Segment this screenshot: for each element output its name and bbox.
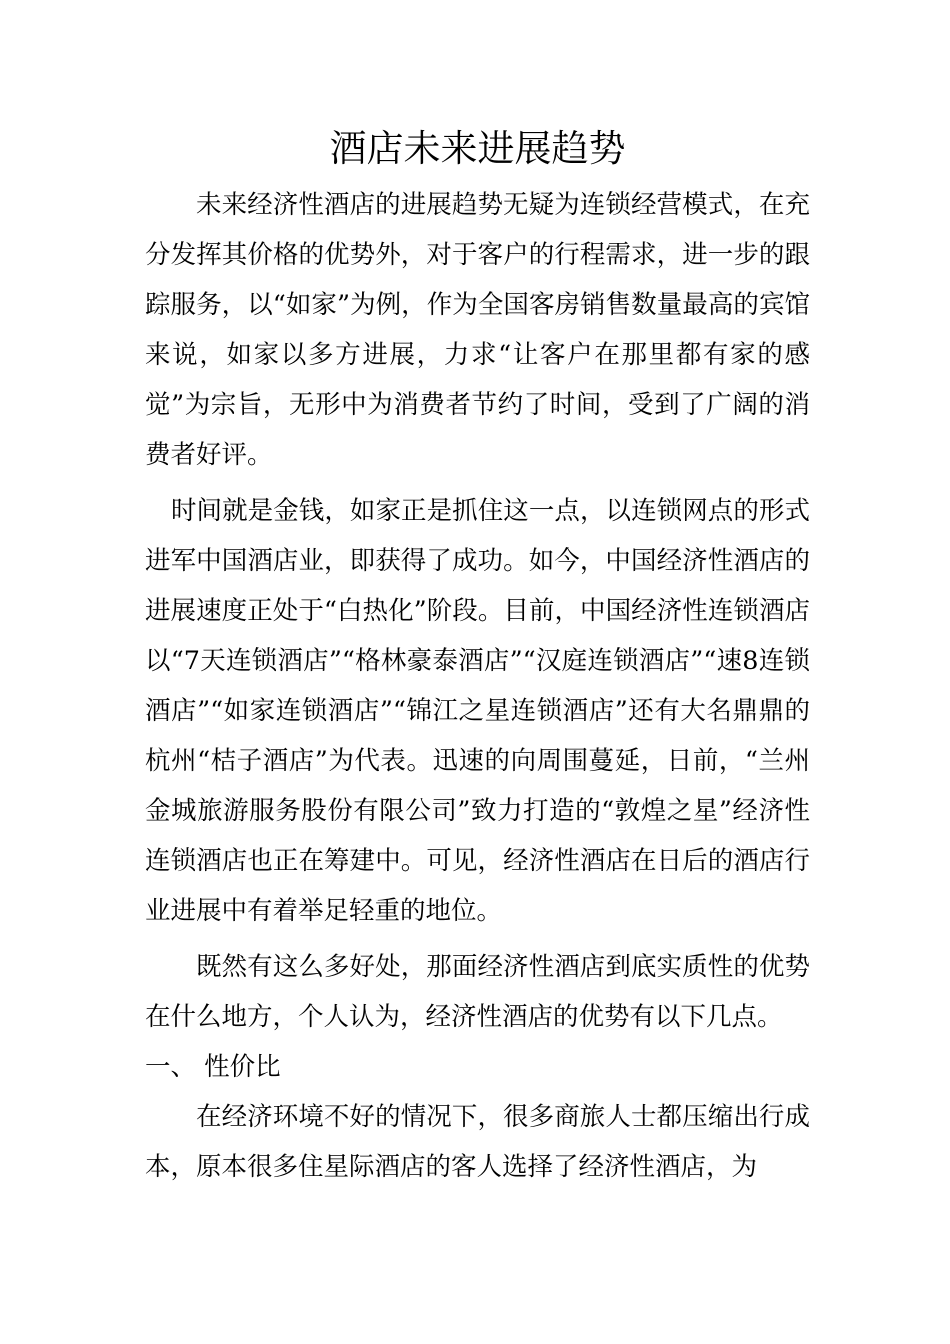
section-paragraph: 在经济环境不好的情况下，很多商旅人士都压缩出行成本，原本很多住星际酒店的客人选择了经济性酒店，为: [145, 1102, 810, 1182]
paragraph-3: 既然有这么多好处，那面经济性酒店到底实质性的优势在什么地方，个人认为，经济性酒店的优势有以下几点。: [145, 952, 810, 1032]
paragraph-2: 时间就是金钱，如家正是抓住这一点，以连锁网点的形式进军中国酒店业，即获得了成功。如今，中国经济性酒店的进展速度正处于“白热化”阶段。目前，中国经济性连锁酒店以“7天连锁酒店”“格林豪泰酒店”“汉庭连锁酒店”“速8连锁酒店”“如家连锁酒店”“锦江之星连锁酒店”还有大名鼎鼎的杭州“桔子酒店”为代表。迅速的向周围蔓延，日前，“兰州金城旅游服务股份有限公司”致力打造的“敦煌之星”经济性连锁酒店也正在筹建中。可见，经济性酒店在日后的酒店行业进展中有着举足轻重的地位。: [145, 496, 810, 926]
paragraph-1: 未来经济性酒店的进展趋势无疑为连锁经营模式，在充分发挥其价格的优势外，对于客户的行程需求，进一步的跟踪服务，以“如家”为例，作为全国客房销售数量最高的宾馆来说，如家以多方进展，力求“让客户在那里都有家的感觉”为宗旨，无形中为消费者节约了时间，受到了广阔的消费者好评。: [145, 190, 810, 470]
document-page: [145, 118, 810, 1192]
document-title: 酒店未来进展趋势: [329, 127, 626, 170]
section-heading: 一、 性价比: [145, 1052, 281, 1082]
